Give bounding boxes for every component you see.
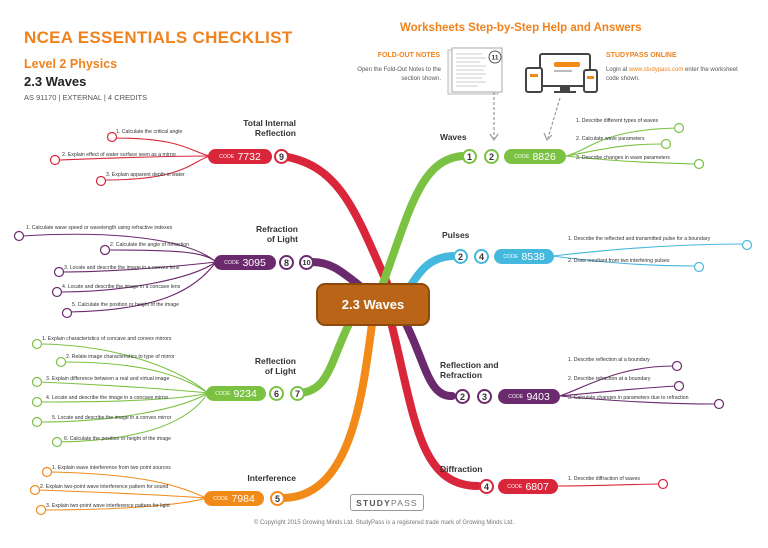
leaf-interference-2: 2. Explain two-point wave interference pattern for sound xyxy=(40,484,169,490)
leaf-refraction-4: 4. Locate and describe the image in a concave lens xyxy=(62,284,181,290)
leaf-reflection-2: 2. Relate image characteristics to type of mirror xyxy=(66,354,175,360)
leaf-tir-1: 1. Calculate the critical angle xyxy=(116,129,183,135)
branch-label-waves: Waves xyxy=(440,132,467,142)
foldout-number-diffraction-1: 4 xyxy=(479,479,494,494)
foldout-number-refraction-2: 10 xyxy=(299,255,314,270)
checklist-title: NCEA ESSENTIALS CHECKLIST xyxy=(24,28,293,47)
branch-label-pulses: Pulses xyxy=(442,230,470,240)
leaf-waves-1: 1. Describe different types of waves xyxy=(576,118,659,124)
standard-meta: AS 91170 | EXTERNAL | 4 CREDITS xyxy=(24,93,148,102)
branch-reflref xyxy=(404,320,452,396)
foldout-number-tir-1: 9 xyxy=(274,149,289,164)
leaf-interference-3: 3. Explain two-point wave interference pattern for light xyxy=(46,503,170,509)
studypass-logo: STUDY PASS xyxy=(350,494,424,511)
leaf-refraction-1: 1. Calculate wave speed or wavelength using refractive indexes xyxy=(26,225,173,231)
code-badge-diffraction[interactable]: CODE 6807 xyxy=(498,479,558,494)
branch-label-reflref: Reflection and Refraction xyxy=(440,360,499,380)
foldout-number-refraction-1: 8 xyxy=(279,255,294,270)
foldout-number-waves-1: 1 xyxy=(462,149,477,164)
foldout-number-reflection-1: 6 xyxy=(269,386,284,401)
foldout-number-reflref-1: 2 xyxy=(455,389,470,404)
code-badge-waves[interactable]: CODE 8826 xyxy=(504,149,566,164)
studypass-text: Login at www.studypass.com enter the worksheet code shown. xyxy=(606,67,738,82)
branch-diffraction xyxy=(392,326,478,486)
leaf-refraction-3: 3. Locate and describe the image in a convex lens xyxy=(64,265,180,271)
leaf-tir-3: 3. Explain apparent depth in water xyxy=(106,172,185,178)
leaf-reflref-1: 1. Describe reflection at a boundary xyxy=(568,357,650,363)
code-badge-reflection[interactable]: CODE 9234 xyxy=(206,386,266,401)
branch-label-diffraction: Diffraction xyxy=(440,464,483,474)
code-badge-tir[interactable]: CODE 7732 xyxy=(208,149,272,164)
foldout-title: FOLD-OUT NOTES xyxy=(377,52,440,59)
leaf-interference-1: 1. Explain wave interference from two point sources xyxy=(52,465,171,471)
branch-interference xyxy=(282,324,372,498)
foldout-number-reflref-2: 3 xyxy=(477,389,492,404)
branch-label-reflection: Reflection of Light xyxy=(254,356,296,376)
leaf-reflection-4: 4. Locate and describe the image in a concave mirror xyxy=(46,395,169,401)
foldout-text: Open the Fold-Out Notes to the section shown. xyxy=(357,67,441,82)
leaf-waves-3: 3. Describe changes in wave parameters xyxy=(576,155,670,161)
foldout-number-reflection-2: 7 xyxy=(290,386,305,401)
foldout-number-pulses-1: 2 xyxy=(453,249,468,264)
leaf-reflection-5: 5. Locate and describe the image in a convex mirror xyxy=(52,415,172,421)
leaf-diffraction-1: 1. Describe diffraction of waves xyxy=(568,476,640,482)
branch-label-refraction: Refraction of Light xyxy=(255,224,298,244)
leaf-refraction-5: 5. Calculate the position or height of the image xyxy=(72,302,179,308)
help-heading: Worksheets Step-by-Step Help and Answers xyxy=(400,22,642,34)
foldout-number-pulses-2: 4 xyxy=(474,249,489,264)
leaf-reflection-6: 6. Calculate the position or height of the image xyxy=(64,436,171,442)
level-label: Level 2 Physics xyxy=(24,57,118,71)
studypass-title: STUDYPASS ONLINE xyxy=(606,52,677,59)
code-badge-refraction[interactable]: CODE 3095 xyxy=(214,255,276,270)
leaf-reflection-3: 3. Explain difference between a real and virtual image xyxy=(46,376,170,382)
code-badge-pulses[interactable]: CODE 8538 xyxy=(494,249,554,264)
code-badge-interference[interactable]: CODE 7984 xyxy=(204,491,264,506)
branch-reflection xyxy=(298,318,352,393)
leaf-reflref-3: 3. Calculate changes in parameters due to refraction xyxy=(568,395,689,401)
leaf-tir-2: 2. Explain effect of water surface seen as a mirror xyxy=(62,152,177,158)
center-topic-node: 2.3 Waves xyxy=(316,283,430,326)
branch-label-tir: Total Internal Reflection xyxy=(243,118,296,138)
leaf-pulses-1: 1. Describe the reflected and transmitted pulse for a boundary xyxy=(568,236,711,242)
leaf-waves-2: 2. Calculate wave parameters xyxy=(576,136,645,142)
foldout-sheet-number: 11 xyxy=(491,54,499,62)
topic-title: 2.3 Waves xyxy=(24,74,87,89)
copyright-text: © Copyright 2015 Growing Minds Ltd. StudyPass is a registered trade mark of Growing Minds Ltd. xyxy=(253,520,515,526)
foldout-number-waves-2: 2 xyxy=(484,149,499,164)
branch-label-interference: Interference xyxy=(247,473,296,483)
leaf-refraction-2: 2. Calculate the angle of refraction xyxy=(110,242,190,248)
foldout-number-interference-1: 5 xyxy=(270,491,285,506)
leaf-reflref-2: 2. Describe refraction at a boundary xyxy=(568,376,651,382)
code-badge-reflref[interactable]: CODE 9403 xyxy=(498,389,560,404)
leaf-pulses-2: 2. Draw resultant from two interfering pulses xyxy=(568,258,670,264)
leaf-reflection-1: 1. Explain characteristics of concave and convex mirrors xyxy=(42,336,172,342)
studypass-url[interactable]: www.studypass.com xyxy=(629,67,684,73)
